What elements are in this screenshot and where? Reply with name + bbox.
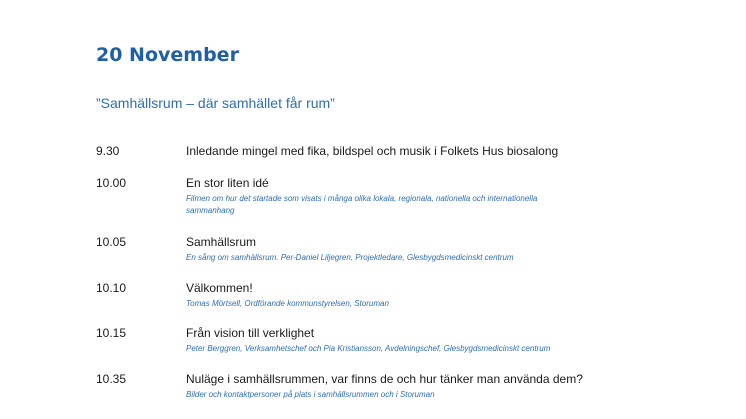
schedule-title: En stor liten idé <box>186 176 269 190</box>
schedule-title: Samhällsrum <box>186 235 257 249</box>
schedule-description: Tomas Mörtsell, Ordförande kommunstyrelsen, Storuman <box>186 299 389 308</box>
schedule-content <box>186 326 706 355</box>
schedule-content <box>186 144 706 159</box>
schedule-time: 10.05 <box>96 235 127 249</box>
schedule-time: 10.00 <box>96 176 127 190</box>
schedule-content <box>186 372 706 401</box>
schedule-content <box>186 281 706 310</box>
page-title: 20 November <box>96 44 239 66</box>
schedule-time: 10.35 <box>96 372 127 386</box>
schedule-time: 10.15 <box>96 326 127 340</box>
schedule-description: Bilder och kontaktpersoner på plats i samhällsrummen och i Storuman <box>186 390 435 399</box>
schedule-title: Nuläge i samhällsrummen, var finns de och hur tänker man använda dem? <box>186 372 583 386</box>
schedule-description: En sång om samhällsrum. Per-Daniel Liljegren, Projektledare, Glesbygdsmedicinskt centrum <box>186 253 514 262</box>
schedule-title: Välkommen! <box>186 281 253 295</box>
schedule-content <box>186 176 706 217</box>
schedule-title: Från vision till verklighet <box>186 326 315 340</box>
schedule-description: Peter Berggren, Verksamhetschef och Pia Kristiansson, Avdelningschef, Glesbygdsmedicinskt centrum <box>186 344 551 353</box>
schedule-description: Filmen om hur det startade som visats i många olika lokala, regionala, nationella och internationella sammanhang <box>186 194 538 215</box>
schedule-time: 10.10 <box>96 281 127 295</box>
schedule-content <box>186 235 706 264</box>
schedule-title: Inledande mingel med fika, bildspel och musik i Folkets Hus biosalong <box>186 144 559 158</box>
schedule-time: 9.30 <box>96 144 120 158</box>
page-subtitle: ”Samhällsrum – där samhället får rum” <box>96 95 335 111</box>
